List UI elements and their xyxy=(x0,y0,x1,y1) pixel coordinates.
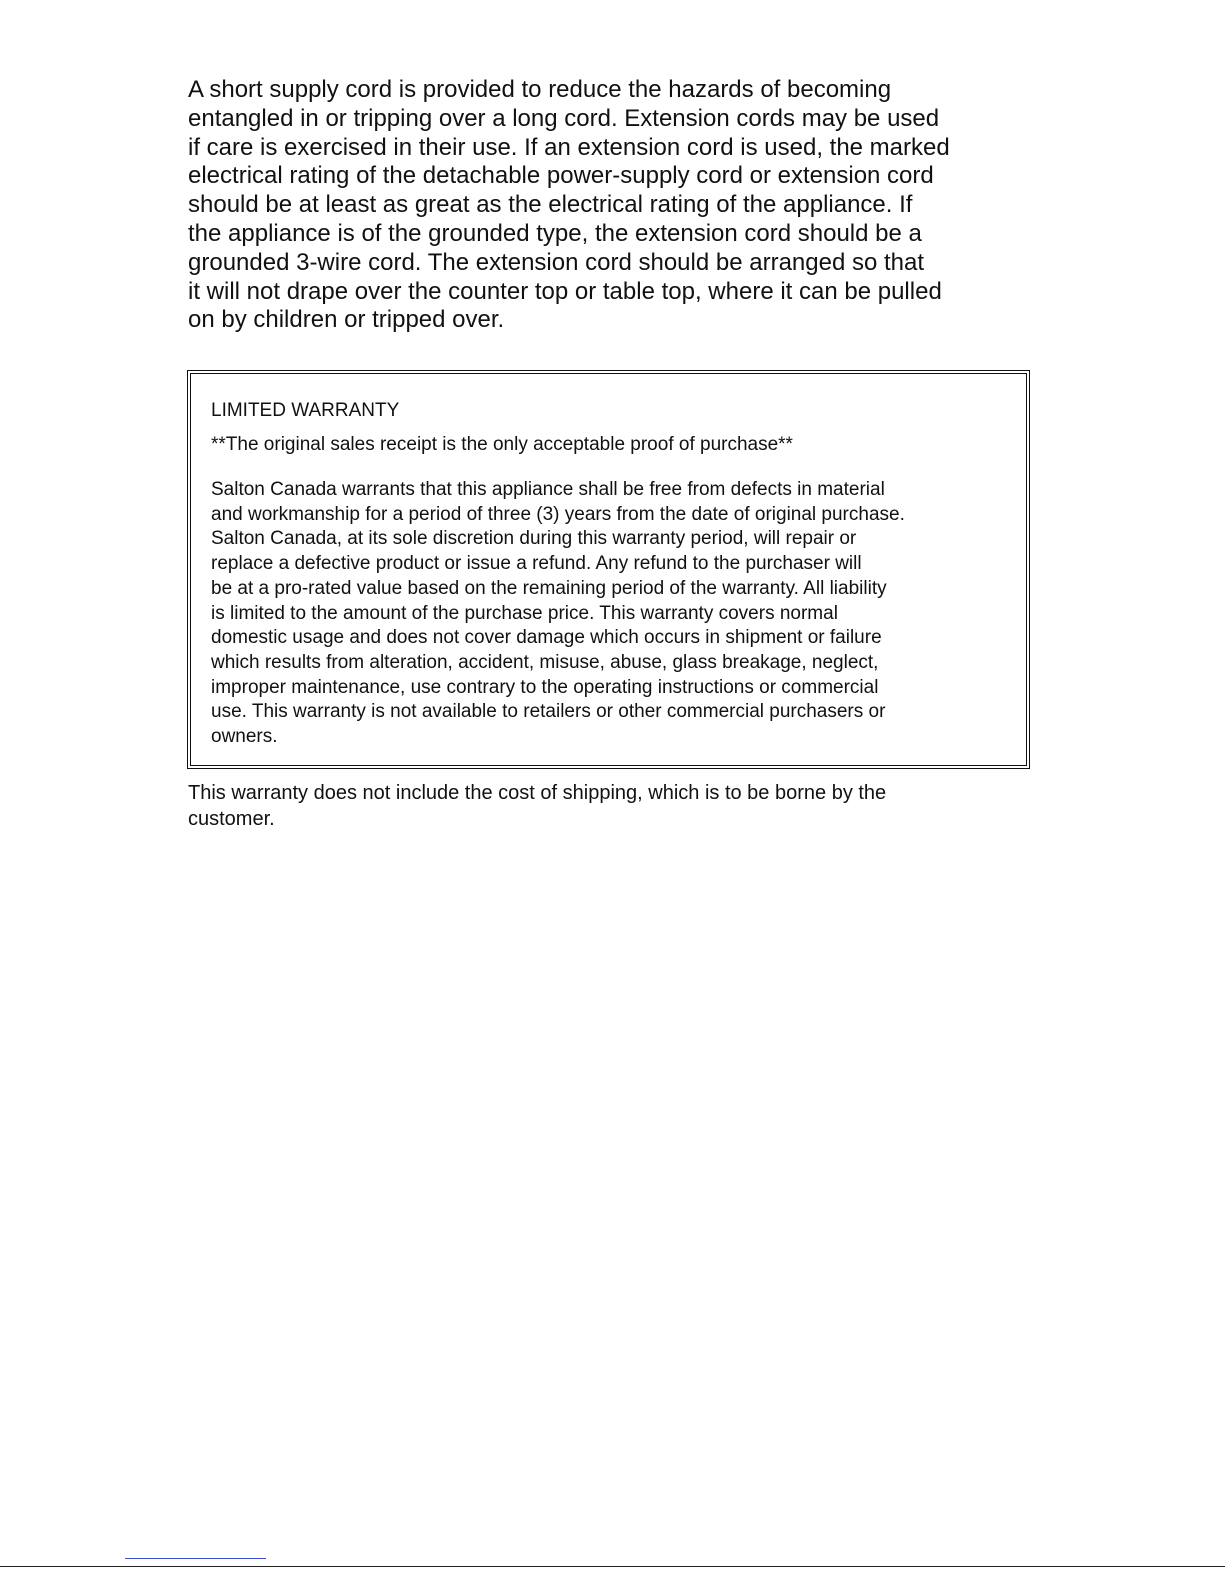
shipping-cost-note xyxy=(188,780,988,832)
warranty-body-line: Salton Canada, at its sole discretion during this warranty period, will repair or xyxy=(211,528,857,550)
paragraph-line: the appliance is of the grounded type, the extension cord should be a xyxy=(188,219,922,247)
paragraph-line: A short supply cord is provided to reduce the hazards of becoming xyxy=(188,76,892,103)
warranty-body-line: Salton Canada warrants that this appliance shall be free from defects in material xyxy=(211,479,885,500)
warranty-body-line: owners. xyxy=(211,726,278,748)
warranty-body-line: improper maintenance, use contrary to the operating instructions or commercial xyxy=(211,676,879,698)
warranty-body-line: which results from alteration, accident, misuse, abuse, glass breakage, neglect, xyxy=(211,651,879,673)
warranty-body-line: domestic usage and does not cover damage which occurs in shipment or failure xyxy=(211,627,882,649)
page-link-underline xyxy=(125,1558,266,1559)
paragraph-line: entangled in or tripping over a long cord. Extension cords may be used xyxy=(188,104,940,132)
limited-warranty-box xyxy=(187,370,1030,769)
warranty-body-line: is limited to the amount of the purchase price. This warranty covers normal xyxy=(211,602,838,624)
paragraph-line: if care is exercised in their use. If an extension cord is used, the marked xyxy=(188,133,950,161)
paragraph-line: should be at least as great as the electrical rating of the appliance. If xyxy=(188,191,913,219)
warranty-body-line: and workmanship for a period of three (3) years from the date of original purchase. xyxy=(211,503,905,525)
warranty-body xyxy=(211,478,1011,750)
warranty-body-line: use. This warranty is not available to retailers or other commercial purchasers or xyxy=(211,701,886,723)
warranty-body-line: be at a pro-rated value based on the remaining period of the warranty. All liability xyxy=(211,577,887,599)
warranty-body-line: replace a defective product or issue a refund. Any refund to the purchaser will xyxy=(211,553,862,575)
page-bottom-rule xyxy=(0,1566,1225,1567)
paragraph-line: grounded 3-wire cord. The extension cord should be arranged so that xyxy=(188,248,925,276)
note-line: customer. xyxy=(188,808,275,830)
paragraph-line: it will not drape over the counter top or table top, where it can be pulled xyxy=(188,277,942,305)
extension-cord-paragraph xyxy=(188,76,988,335)
warranty-title: LIMITED WARRANTY xyxy=(211,400,400,421)
receipt-note: **The original sales receipt is the only acceptable proof of purchase** xyxy=(211,434,793,455)
note-line: This warranty does not include the cost of shipping, which is to be borne by the xyxy=(188,782,887,804)
warranty-content xyxy=(211,399,1011,750)
paragraph-line: electrical rating of the detachable power-supply cord or extension cord xyxy=(188,162,934,190)
paragraph-line: on by children or tripped over. xyxy=(188,306,505,334)
